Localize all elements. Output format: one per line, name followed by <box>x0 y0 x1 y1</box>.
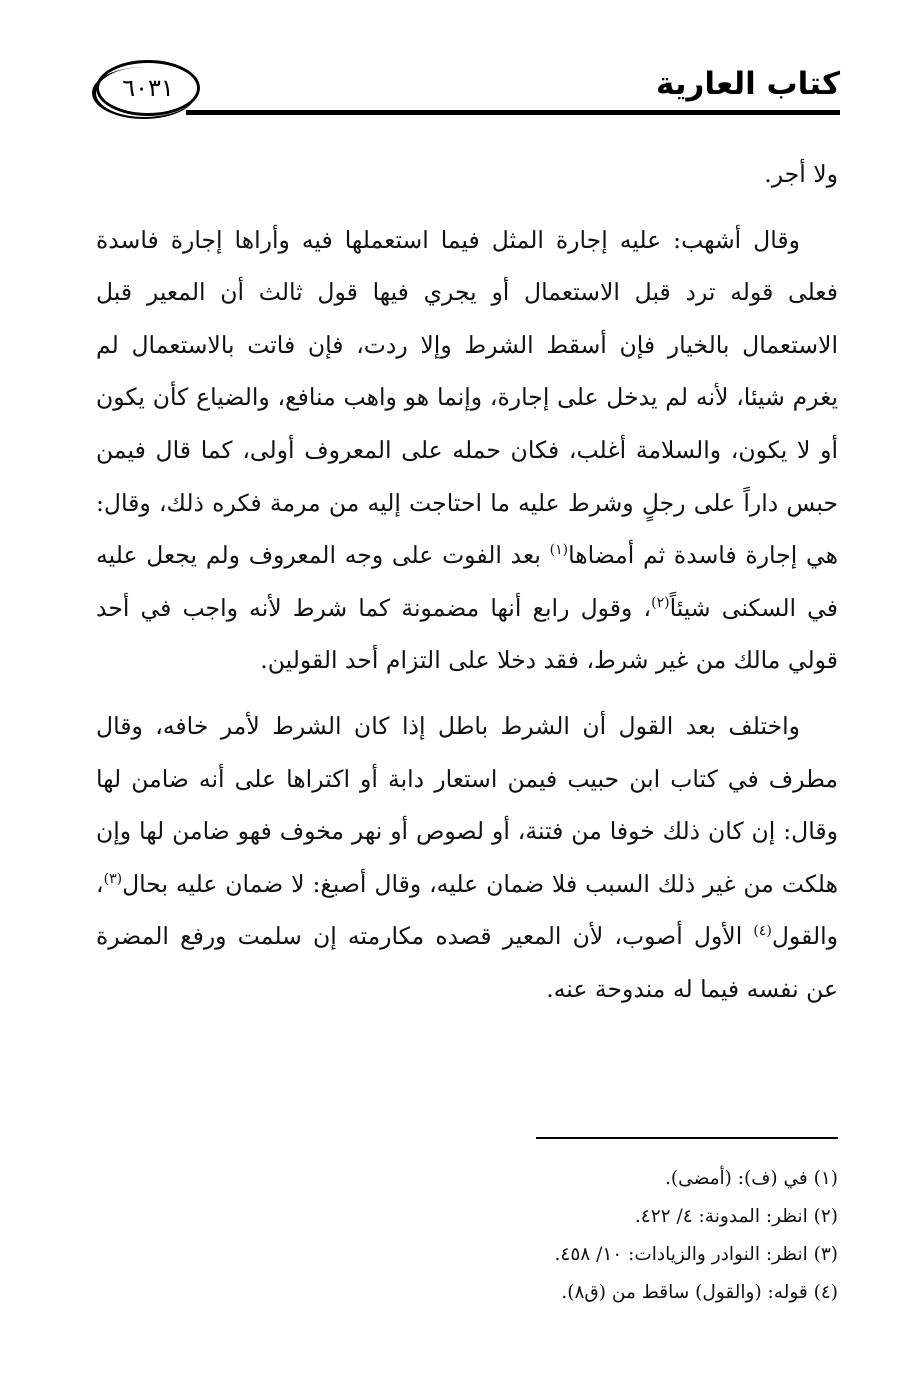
footnote-ref: (٣) <box>103 870 123 887</box>
paragraph <box>96 214 838 687</box>
text-run: وقال أشهب: عليه إجارة المثل فيما استعملها فيه وأراها إجارة فاسدة فعلى قوله ترد قبل الاستعمال أو يجري فيها قول ثالث أن المعير قبل الاستعمال بالخيار فإن أسقط الشرط وإلا ردت، فإن فاتت بالاستعمال لم يغرم شيئا، لأنه لم يدخل على إجارة، وإنما هو واهب منافع، والضياع كأن يكون أو لا يكون، والسلامة أغلب، فكان حمله على المعروف أولى، كما قال فيمن حبس داراً على رجلٍ وشرط عليه ما احتاجت إليه من مرمة فكره ذلك، وقال: هي إجارة فاسدة ثم أمضاها <box>96 225 838 570</box>
footnote-separator <box>536 1137 838 1139</box>
footnote-ref: (١) <box>549 542 569 559</box>
page-number: ٦٠٣١ <box>122 74 174 102</box>
text-run: ، والقول <box>96 869 838 951</box>
text-run: بعد الفوت على وجه المعروف ولم يجعل عليه في السكنى شيئاً <box>96 541 838 622</box>
footnotes <box>300 1160 838 1312</box>
footnote: (٣) انظر: النوادر والزيادات: ١٠/ ٤٥٨. <box>554 1244 838 1265</box>
text-run: واختلف بعد القول أن الشرط باطل إذا كان الشرط لأمر خافه، وقال مطرف في كتاب ابن حبيب فيمن استعار دابة أو اكتراها على أنه ضامن لها وقال: إن كان ذلك خوفا من فتنة، أو لصوص أو نهر مخوف فهو ضامن لها وإن هلكت من غير ذلك السبب فلا ضمان عليه، وقال أصبغ: لا ضمان عليه بحال <box>96 711 838 898</box>
page-header <box>90 58 840 122</box>
text-run: ولا أجر. <box>764 160 838 188</box>
page-number-badge <box>96 60 200 116</box>
footnote: (٢) انظر: المدونة: ٤/ ٤٢٢. <box>634 1206 838 1227</box>
text-run: الأول أصوب، لأن المعير قصده مكارمته إن سلمت ورفع المضرة عن نفسه فيما له مندوحة عنه. <box>96 922 838 1003</box>
main-text <box>96 148 838 1016</box>
footnote-ref: (٢) <box>651 594 670 611</box>
paragraph <box>96 700 838 1016</box>
footnote: (٤) قوله: (والقول) ساقط من (ق٨). <box>561 1282 838 1303</box>
chapter-title: كتاب العارية <box>656 66 840 102</box>
text-run: ، وقول رابع أنها مضمونة كما شرط لأنه واجب في أحد قولي مالك من غير شرط، فقد دخلا على التزام أحد القولين. <box>96 593 838 675</box>
paragraph <box>96 148 838 201</box>
header-rule <box>186 110 840 115</box>
footnote-ref: (٤) <box>753 923 772 940</box>
footnote: (١) في (ف): (أمضى). <box>665 1168 838 1189</box>
